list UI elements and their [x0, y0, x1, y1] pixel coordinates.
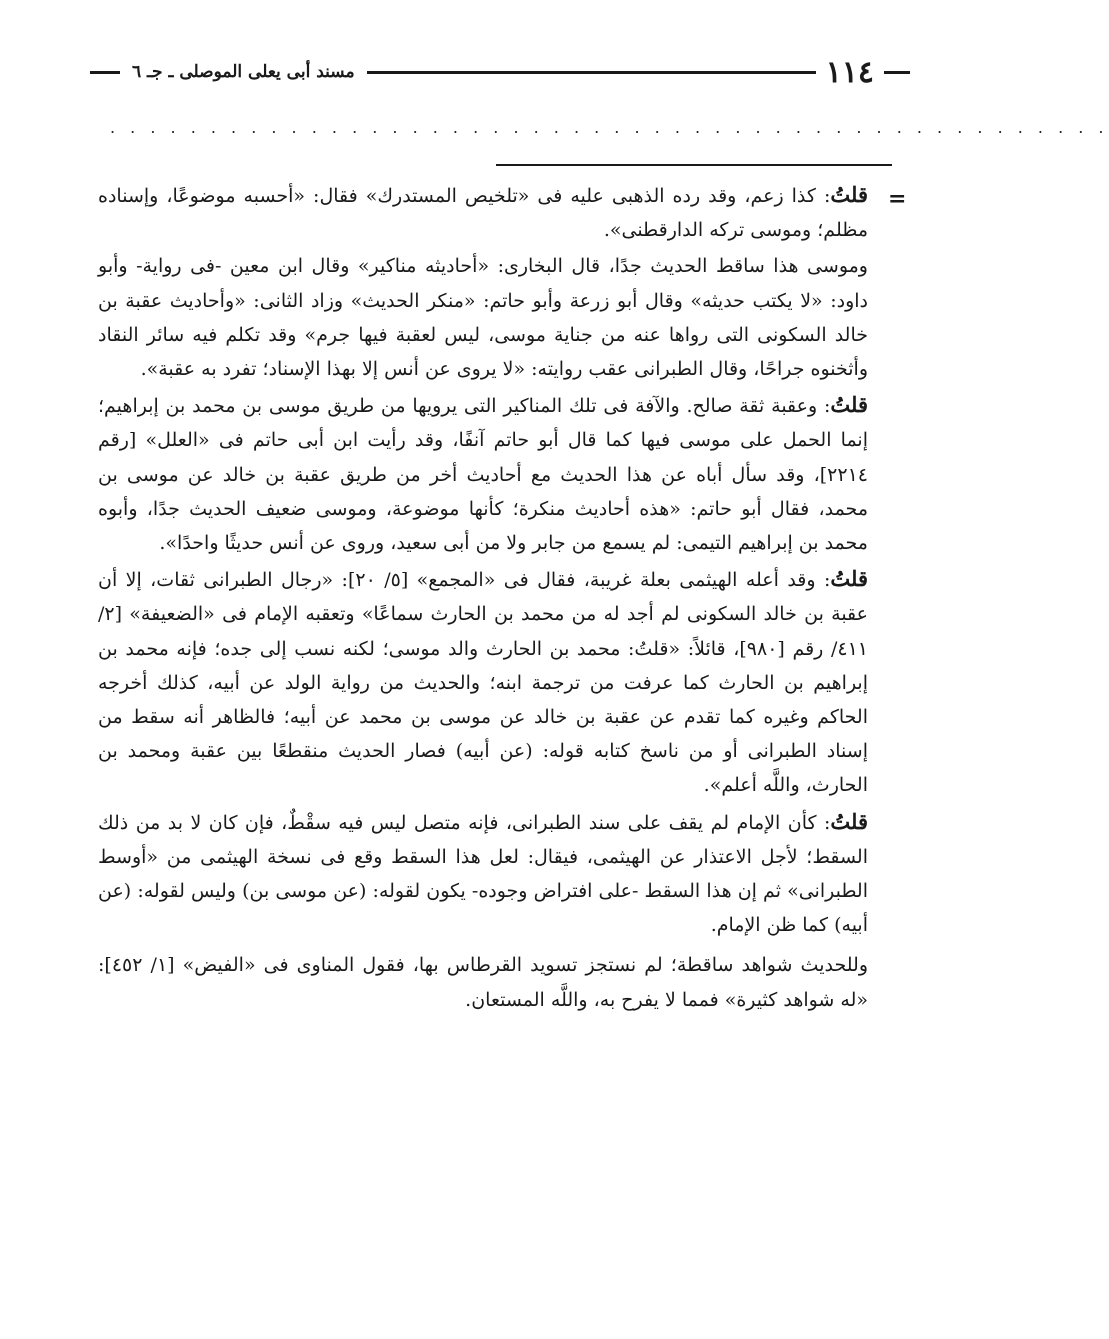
qultu-label: قلتُ: [830, 808, 868, 834]
qultu-label: قلتُ: [830, 566, 868, 592]
paragraph-text: : وعقبة ثقة صالح. والآفة فى تلك المناكير التى يرويها من طريق موسى بن محمد بن إبراهيم؛ إنما الحمل على موسى فيها كما قال أبو حاتم آنفًا، وقد رأيت ابن أبى حاتم فى «العلل» [رقم ٢٢١٤]، وقد سأل أباه عن هذا الحديث مع أحاديث أخر من طريق عقبة بن خالد عن موسى بن محمد، فقال أبو حاتم: «هذه أحاديث منكرة؛ كأنها موضوعة، وموسى ضعيف الحديث جدًا، وأبوه محمد بن إبراهيم التيمى: لم يسمع من جابر ولا من أبى سعيد، وروى عن أنس حديثًا واحدًا».: [98, 395, 868, 555]
qultu-label: قلتُ: [830, 182, 868, 207]
qultu-label: قلتُ: [830, 392, 868, 418]
page-number: ١١٤: [825, 54, 874, 90]
dotted-separator: . . . . . . . . . . . . . . . . . . . . . . . . . . . . . . . . . . . . . . . . . . . . . . . . . .: [110, 118, 1109, 137]
footnote-paragraph: [98, 562, 868, 802]
page-header: [90, 50, 910, 94]
footnote-paragraph: [98, 388, 868, 560]
footnote-paragraph: [98, 948, 868, 1016]
header-rule-left: [90, 71, 120, 74]
running-title: مسند أبى يعلى الموصلى ـ جـ ٦: [132, 62, 355, 82]
paragraph-text: وموسى هذا ساقط الحديث جدًا، قال البخارى: «أحاديثه مناكير» وقال ابن معين -فى رواية- وأبو داود: «لا يكتب حديثه» وقال أبو زرعة وأبو حاتم: «منكر الحديث» وزاد الثانى: «وأحاديث عقبة بن خالد السكونى التى رواها عنه من جناية موسى، ليس لعقبة فيها جرم» وقد تكلم فيه سائر النقاد وأثخنوه جراحًا، وقال الطبرانى عقب روايته: «لا يروى عن أنس إلا بهذا الإسناد؛ تفرد به عقبة».: [98, 255, 868, 381]
continuation-mark: =: [888, 186, 907, 212]
footnote-paragraph: [98, 805, 868, 943]
paragraph-text: وللحديث شواهد ساقطة؛ لم نستجز تسويد القرطاس بها، فقول المناوى فى «الفيض» [١/ ٤٥٢]: «له شواهد كثيرة» فمما لا يفرح به، واللَّه المستعان.: [98, 954, 868, 1011]
header-rule-middle: [367, 71, 816, 74]
paragraph-text: : وقد أعله الهيثمى بعلة غريبة، فقال فى «المجمع» [٥/ ٢٠]: «رجال الطبرانى ثقات، إلا أن عقبة بن خالد السكونى لم أجد له من محمد بن الحارث سماعًا» وتعقبه الإمام فى «الضعيفة» [٢/ ٤١١/ رقم [٩٨٠]، قائلاً: «قلتُ: محمد بن الحارث والد موسى؛ لكنه نسب إلى جده؛ فإنه محمد بن إبراهيم بن الحارث كما عرفت من ترجمة ابنه؛ والحديث من رواية الولد عن أبيه، كذلك أخرجه الحاكم وغيره كما تقدم عن عقبة بن خالد عن موسى بن محمد عن أبيه؛ فالظاهر أنه سقط من إسناد الطبرانى أو من ناسخ كتابه قوله: (عن أبيه) فصار الحديث منقطعًا بين عقبة ومحمد بن الحارث، واللَّه أعلم».: [98, 569, 868, 797]
footnote-body: [98, 178, 868, 1019]
paragraph-text: : كأن الإمام لم يقف على سند الطبرانى، فإنه متصل ليس فيه سقْطٌ، فإن كان لا بد من ذلك السقط؛ لأجل الاعتذار عن الهيثمى، فيقال: لعل هذا السقط وقع فى نسخة الهيثمى من «أوسط الطبرانى» ثم إن هذا السقط -على افتراض وجوده- يكون لقوله: (عن موسى بن) وليس لقوله: (عن أبيه) كما ظن الإمام.: [98, 811, 868, 937]
header-rule-right: [884, 71, 910, 74]
footnote-paragraph: [98, 249, 868, 386]
paragraph-text: : كذا زعم، وقد رده الذهبى عليه فى «تلخيص المستدرك» فقال: «أحسبه موضوعًا، وإسناده مظلم؛ وموسى تركه الدارقطنى».: [98, 185, 868, 242]
footnote-rule: [496, 164, 892, 166]
footnote-paragraph: [98, 178, 868, 247]
